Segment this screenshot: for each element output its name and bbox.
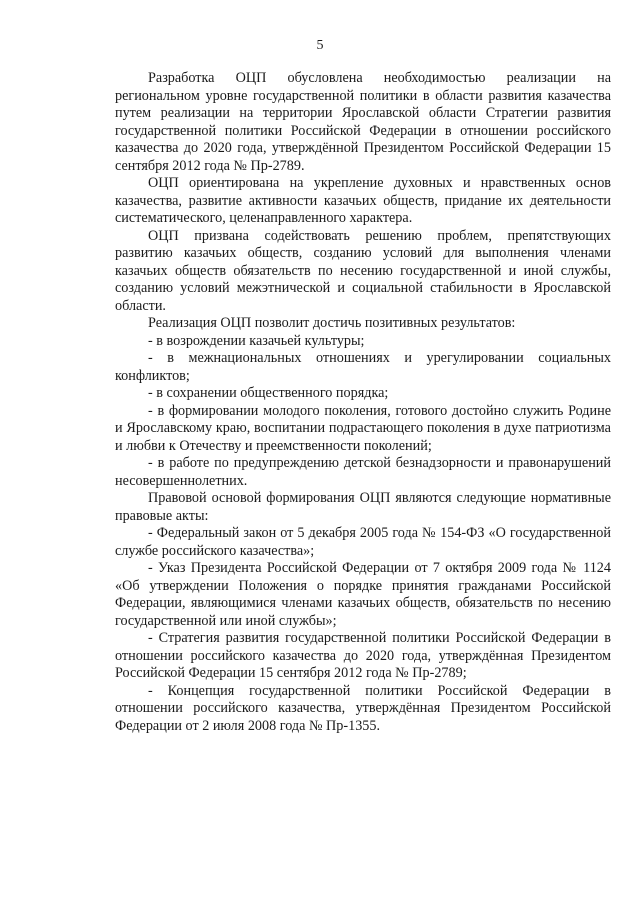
list-item-culture-revival: - в возрождении казачьей культуры; <box>148 332 365 349</box>
document-body <box>115 70 611 735</box>
list-item-concept: - Концепция государственной политики Российской Федерации в отношении российского казачества, утверждённая Президентом Российской Федерации от 2 июля 2008 года № Пр-1355. <box>115 682 611 734</box>
paragraph-program-purpose: ОЦП призвана содействовать решению проблем, препятствующих развитию казачьих обществ, созданию условий для выполнения членами казачьих обществ обязательств по несению государственной и иной службы, созданию условий межэтнической и социальной стабильности в Ярославской области. <box>115 227 611 314</box>
list-item-delinquency-prevention: - в работе по предупреждению детской безнадзорности и правонарушений несовершеннолетних. <box>115 455 611 489</box>
page-number: 5 <box>316 38 324 53</box>
paragraph-program-focus: ОЦП ориентирована на укрепление духовных и нравственных основ казачества, развитие активности казачьих обществ, придание их деятельности систематического, целенаправленного характера. <box>115 175 611 226</box>
list-item-youth-education: - в формировании молодого поколения, готового достойно служить Родине и Ярославскому краю, воспитании подрастающего поколения в духе патриотизма и любви к Отечеству и преемственности поколений; <box>115 402 611 454</box>
list-item-strategy: - Стратегия развития государственной политики Российской Федерации в отношении российского казачества до 2020 года, утверждённая Президентом Российской Федерации 15 сентября 2012 года № Пр-2789; <box>115 630 611 681</box>
paragraph-results-intro: Реализация ОЦП позволит достичь позитивных результатов: <box>148 315 516 331</box>
list-item-federal-law: - Федеральный закон от 5 декабря 2005 года № 154-ФЗ «О государственной службе российского казачества»; <box>115 525 611 559</box>
list-item-public-order: - в сохранении общественного порядка; <box>148 385 389 401</box>
paragraph-development-rationale: Разработка ОЦП обусловлена необходимостью реализации на региональном уровне государственной политики в области развития казачества путем реализации на территории Ярославской области Стратегии развития государственной политики Российской Федерации в отношении российского казачества до 2020 года, утверждённой Президентом Российской Федерации 15 сентября 2012 года № Пр-2789. <box>115 70 611 174</box>
paragraph-legal-basis-intro: Правовой основой формирования ОЦП являются следующие нормативные правовые акты: <box>115 490 611 524</box>
list-item-interethnic-relations: - в межнациональных отношениях и урегулировании социальных конфликтов; <box>115 350 611 384</box>
list-item-presidential-decree: - Указ Президента Российской Федерации от 7 октября 2009 года № 1124 «Об утверждении Положения о порядке принятия гражданами Российской Федерации, являющимися членами казачьих обществ, обязательств по несению государственной или иной службы»; <box>115 560 611 629</box>
